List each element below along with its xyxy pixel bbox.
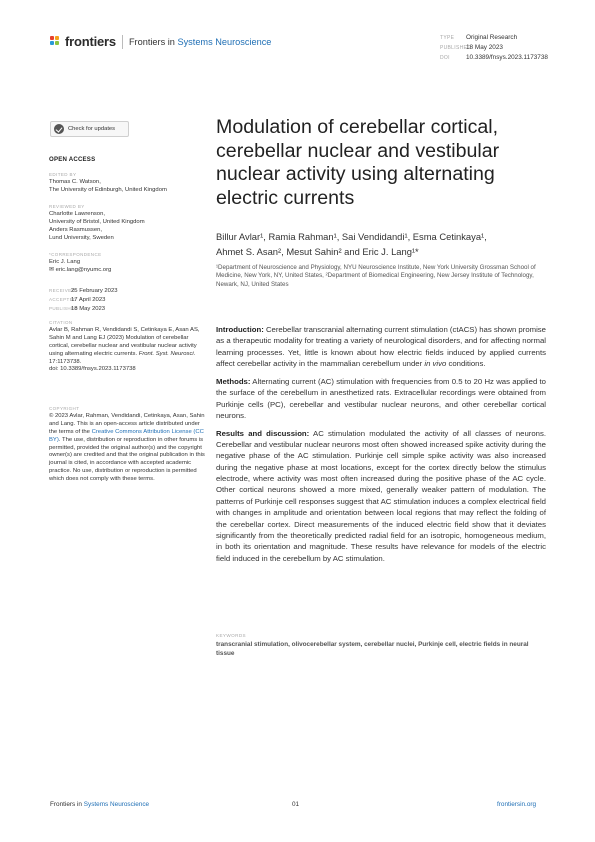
correspondence-block: *CORRESPONDENCE Eric J. Lang ✉ eric.lang@nyumc.org bbox=[49, 251, 209, 275]
article-meta: TYPE Original Research PUBLISHED18 May 2023 DOI 10.3389/fnsys.2023.1173738 bbox=[440, 34, 548, 61]
frontiers-logo-icon bbox=[50, 36, 62, 48]
correspondence-email[interactable]: eric.lang@nyumc.org bbox=[55, 266, 112, 273]
brand-name: frontiers bbox=[65, 34, 116, 49]
open-access-label: OPEN ACCESS bbox=[49, 156, 96, 163]
accepted-date: 17 April 2023 bbox=[71, 296, 106, 303]
copyright-block: COPYRIGHT © 2023 Avlar, Rahman, Vendidandi, Cetinkaya, Asan, Sahin and Lang. This is an open-access article distributed under the terms of the Creative Commons Attribution License (CC BY). The use, distribution or reproduction in other forums is permitted, provided the original author(s) and the copyright owner(s) are credited and that the original publication in this journal is cited, in accordance with accepted academic practice. No use, distribution or reproduction is permitted which does not comply with these terms. bbox=[49, 406, 205, 483]
copyright-text: © 2023 Avlar, Rahman, Vendidandi, Cetinkaya, Asan, Sahin and Lang. This is an open-access article distributed under the terms of the Creative Commons Attribution License (CC BY). The use, distribution or reproduction in other forums is permitted, provided the original author(s) and the copyright owner(s) are credited and that the original publication in this journal is cited, in accordance with accepted academic practice. No use, distribution or reproduction is permitted which does not comply with these terms. bbox=[49, 412, 205, 483]
doi: 10.3389/fnsys.2023.1173738 bbox=[466, 54, 548, 61]
email-icon: ✉ bbox=[49, 266, 54, 273]
published-date: 18 May 2023 bbox=[466, 44, 503, 51]
footer-journal: Frontiers in Systems Neuroscience bbox=[50, 801, 150, 808]
check-icon bbox=[54, 124, 64, 134]
author-list: Billur Avlar¹, Ramia Rahman¹, Sai Vendidandi¹, Esma Cetinkaya¹, Ahmet S. Asan², Mesut Sahin² and Eric J. Lang¹* bbox=[216, 231, 487, 257]
article-type: Original Research bbox=[466, 34, 518, 41]
received-date: 25 February 2023 bbox=[71, 288, 118, 294]
citation-doi: doi: 10.3389/fnsys.2023.1173738 bbox=[49, 366, 136, 373]
page-number: 01 bbox=[292, 801, 300, 808]
cc-by-link[interactable]: Creative Commons Attribution License (CC BY) bbox=[49, 428, 204, 443]
dates-block: RECEIVED25 February 2023 ACCEPTED17 April 2023 PUBLISHED18 May 2023 bbox=[49, 288, 118, 312]
footer-site-link[interactable]: frontiersin.org bbox=[497, 801, 537, 808]
correspondence-name: Eric J. Lang bbox=[49, 258, 81, 265]
journal-header bbox=[50, 34, 271, 49]
check-for-updates-label: Check for updates bbox=[68, 126, 116, 132]
journal-name: Frontiers in Systems Neuroscience bbox=[128, 36, 272, 47]
citation-text: Avlar B, Rahman R, Vendidandi S, Cetinkaya E, Asan AS, Sahin M and Lang EJ (2023) Modulation of cerebellar cortical, cerebellar nuclear and vestibular nuclear activity using alternating electric currents. Front. Syst. Neurosci. 17:1173738. bbox=[49, 326, 200, 365]
check-for-updates-button[interactable] bbox=[50, 121, 129, 137]
header-divider bbox=[122, 35, 123, 49]
edited-by-block: EDITED BY Thomas C. Watson, The University of Edinburgh, United Kingdom bbox=[49, 172, 167, 193]
sidebar-published-date: 18 May 2023 bbox=[71, 305, 106, 312]
article-title: Modulation of cerebellar cortical, cerebellar nuclear and vestibular nuclear activity using alternating electric currents bbox=[216, 116, 500, 209]
abstract-introduction: Introduction: Cerebellar transcranial alternating current stimulation (ctACS) has shown promise as a therapeutic modality for treating a variety of neurological disorders, and for affecting normal learning processes. Yet, little is known about how electric fields induced by applied currents affect cerebellar activity in the mammalian cerebellum under in vivo conditions. bbox=[216, 325, 546, 369]
keywords: transcranial stimulation, olivocerebellar system, cerebellar nuclei, Purkinje cell, electric fields in neural tissue bbox=[216, 641, 529, 657]
abstract bbox=[216, 324, 546, 570]
abstract-methods: Methods: Alternating current (AC) stimulation with frequencies from 0.5 to 20 Hz was applied to the surface of the cerebellum in anesthetized rats. Extracellular recordings were obtained from Purkinje cells (PC), cerebellar and vestibular nuclear neurons, and other cerebellar cortical neurons. bbox=[216, 376, 546, 420]
citation-block: CITATION Avlar B, Rahman R, Vendidandi S, Cetinkaya E, Asan AS, Sahin M and Lang EJ (2023) Modulation of cerebellar cortical, cerebellar nuclear and vestibular nuclear activity using alternating electric currents. Front. Syst. Neurosci. 17:1173738. doi: 10.3389/fnsys.2023.1173738 bbox=[49, 319, 205, 374]
affiliations: ¹Department of Neuroscience and Physiology, NYU Neuroscience Institute, New York University Grossman School of Medicine, New York, NY, United States, ²Department of Biomedical Engineering, New Jersey Institute of Technology, Newark, NJ, United States bbox=[216, 264, 536, 288]
keywords-label: KEYWORDS bbox=[216, 633, 246, 638]
reviewed-by-block: REVIEWED BY Charlotte Lawrenson, University of Bristol, United Kingdom Anders Rasmussen, Lund University, Sweden bbox=[49, 204, 145, 241]
abstract-results: Results and discussion: AC stimulation modulated the activity of all classes of neurons. Cerebellar and vestibular nuclear neurons most often showed increased spike activity during the negative phase of the AC stimulation. Purkinje cell simple spike activity was also increased during the negative phase at most locations, except for the cortex directly below the stimulus electrode, where activity was most often increased during the positive phase of the AC cycle. Other cortical neurons showed a more mixed, generally weaker pattern of modulation. The patterns of Purkinje cell responses suggest that AC stimulation induces a complex electrical field with changes in amplitude and orientation between local regions that may reflect the folding of the cerebellar cortex. Direct measurements of the induced electric field show that it deviates significantly from the theoretically predicted radial field for an isotropic, homogeneous medium, in both its orientation and magnitude. These results have relevance for models of the electric field induced in the cerebellum by AC stimulation. bbox=[216, 428, 546, 563]
